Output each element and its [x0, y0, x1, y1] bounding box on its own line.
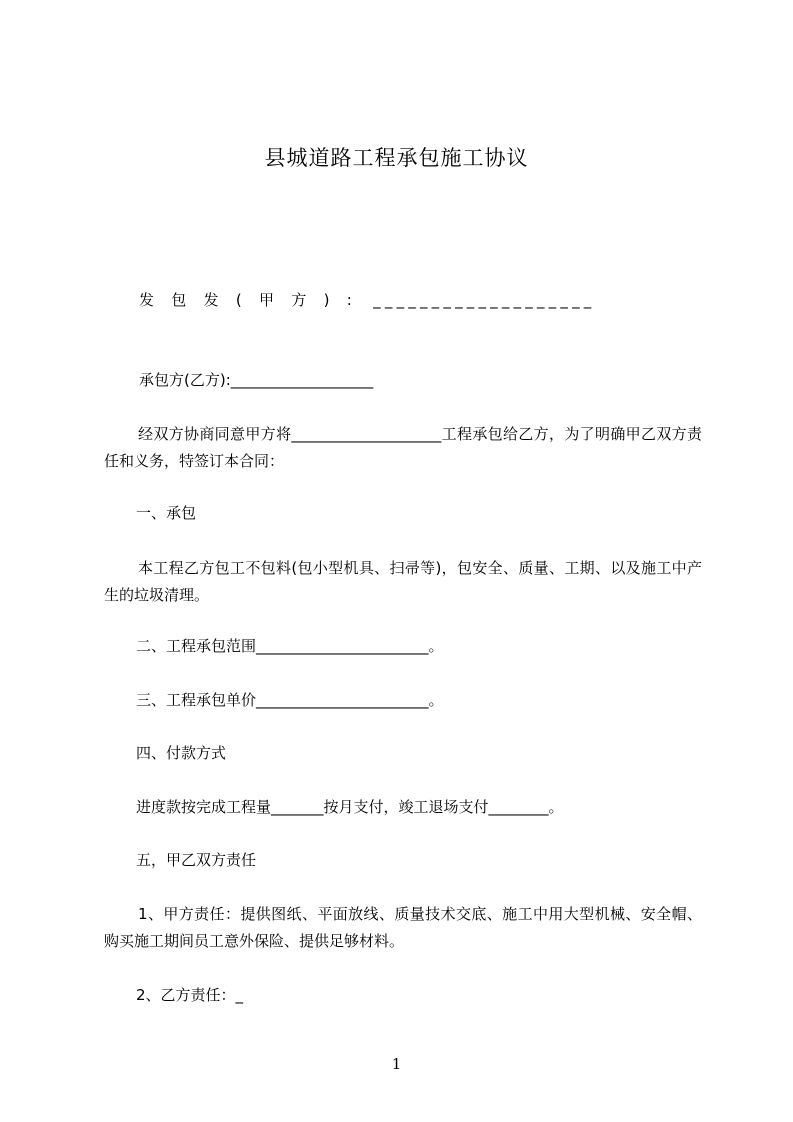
party-b-line: 承包方(乙方):___________________	[139, 371, 374, 389]
document-title: 县城道路工程承包施工协议	[264, 146, 529, 170]
page-number: 1	[391, 1055, 402, 1073]
section-1-body: 本工程乙方包工不包料(包小型机具、扫帚等)，包安全、质量、工期、以及施工中产生的垃圾清理。	[104, 559, 702, 604]
section-4-heading: 四、付款方式	[136, 744, 227, 762]
party-a-label: 发包发(甲方):	[139, 291, 370, 309]
section-4-body: 进度款按完成工程量_______按月支付，竣工退场支付________。	[136, 798, 564, 816]
intro-paragraph: 经双方协商同意甲方将____________________工程承包给乙方，为了明确甲乙双方责任和义务，特签订本合同：	[104, 425, 702, 470]
section-3-line: 三、工程承包单价_______________________。	[136, 691, 444, 709]
party-a-blank: ___________________	[373, 291, 596, 309]
section-5-item-2: 2、乙方责任：_	[136, 986, 244, 1004]
party-a-line	[139, 287, 701, 314]
section-5-heading: 五，甲乙双方责任	[136, 851, 257, 869]
section-5-item-1: 1、甲方责任：提供图纸、平面放线、质量技术交底、施工中用大型机械、安全帽、购买施工期间员工意外保险、提供足够材料。	[104, 905, 702, 950]
section-2-line: 二、工程承包范围_______________________。	[136, 637, 444, 655]
section-1-heading: 一、承包	[136, 504, 197, 522]
